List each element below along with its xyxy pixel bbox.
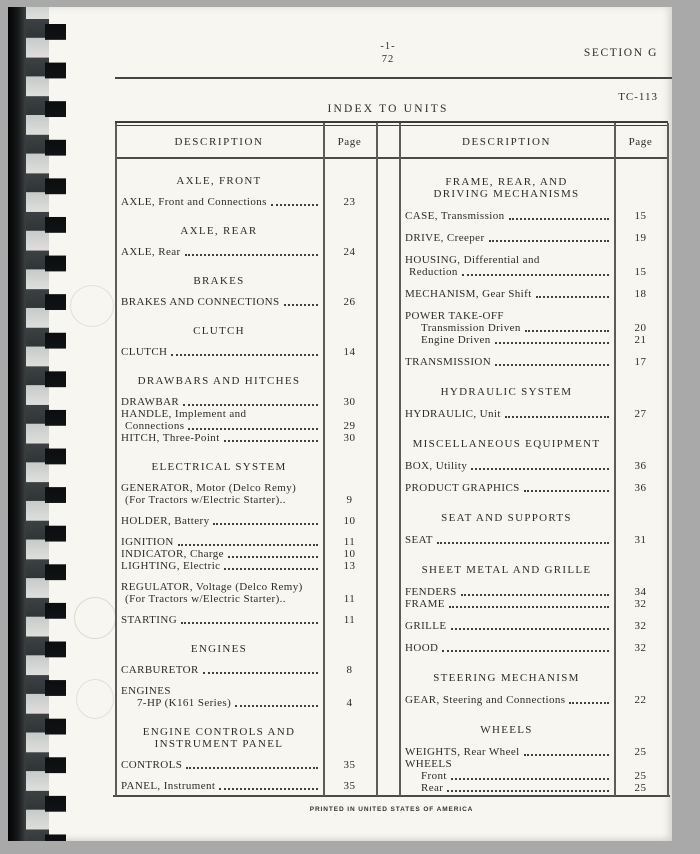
dot-leader: [178, 544, 318, 546]
entry-title: (For Tractors w/Electric Starter)..: [125, 593, 286, 605]
section-heading-line: STEERING MECHANISM: [433, 672, 580, 684]
entry-title: AXLE, Rear: [121, 246, 181, 258]
index-row: [399, 694, 667, 706]
entry-title: CASE, Transmission: [405, 210, 505, 222]
index-row: [399, 210, 667, 222]
index-row: [399, 598, 667, 610]
entry-description: [399, 210, 614, 222]
entry-description: [399, 598, 614, 610]
index-entry-group: [399, 642, 667, 654]
index-row: [399, 642, 667, 654]
dot-leader: [219, 788, 318, 790]
entry-description: [115, 614, 323, 626]
entry-page-number: 29: [343, 420, 356, 432]
entry-page-number: [323, 685, 376, 697]
section-heading-line: MISCELLANEOUS EQUIPMENT: [412, 438, 601, 450]
manual-page: [8, 7, 672, 841]
index-row: [399, 758, 667, 770]
entry-page-number: 10: [343, 548, 356, 560]
section-heading: [115, 325, 323, 337]
comb-binding-tooth-tips: [45, 7, 66, 841]
entry-description: [115, 536, 323, 548]
table-border-left-outer: [376, 123, 378, 796]
entry-title: GENERATOR, Motor (Delco Remy): [121, 482, 297, 494]
entry-description: [115, 432, 323, 444]
entry-title: HANDLE, Implement and: [121, 408, 247, 420]
index-entry-group: [399, 310, 667, 346]
entry-title: PRODUCT GRAPHICS: [405, 482, 520, 494]
index-entry-group: [115, 346, 376, 358]
section-heading-line: BRAKES: [193, 275, 245, 287]
index-entry-group: [115, 614, 376, 626]
entry-description: [115, 697, 323, 709]
entry-title: INDICATOR, Charge: [121, 548, 224, 560]
entry-title: CARBURETOR: [121, 664, 199, 676]
index-entry-group: [115, 246, 376, 258]
index-row: [399, 356, 667, 368]
index-entry-group: [115, 581, 376, 605]
section-heading: [115, 225, 323, 237]
index-row: [399, 408, 667, 420]
entry-page-number: 14: [343, 346, 356, 358]
entry-page-number: 4: [346, 697, 353, 709]
entry-page-number: 35: [343, 780, 356, 792]
doc-code: TC-113: [618, 91, 658, 103]
page-number-top: -1-: [380, 41, 396, 52]
index-row: [115, 560, 376, 572]
entry-title: Transmission Driven: [421, 322, 521, 334]
entry-page-number: 35: [343, 759, 356, 771]
entry-title: Rear: [421, 782, 444, 794]
dot-leader: [213, 523, 318, 525]
index-row: [399, 534, 667, 546]
dot-leader: [284, 304, 318, 306]
index-row: [115, 420, 376, 432]
entry-description: [115, 482, 323, 494]
dot-leader: [569, 702, 609, 704]
entry-title: LIGHTING, Electric: [121, 560, 221, 572]
header-rule: [115, 77, 672, 79]
entry-description: [115, 593, 323, 605]
index-entry-group: [115, 759, 376, 771]
entry-page-number: 27: [634, 408, 647, 420]
entry-description: [399, 310, 614, 322]
entry-page-number: 11: [343, 536, 356, 548]
entry-page-number: 13: [343, 560, 356, 572]
dot-leader: [224, 568, 318, 570]
index-entry-group: [399, 232, 667, 244]
entry-description: [399, 232, 614, 244]
section-heading: [399, 512, 614, 524]
printed-in-usa-line: PRINTED IN UNITED STATES OF AMERICA: [309, 806, 474, 813]
entry-description: [115, 548, 323, 560]
index-entry-group: [399, 586, 667, 610]
entry-description: [115, 408, 323, 420]
section-heading-line: ENGINES: [190, 643, 248, 655]
entry-description: [399, 266, 614, 278]
entry-description: [399, 620, 614, 632]
section-heading: [115, 175, 323, 187]
page-title: INDEX TO UNITS: [327, 103, 449, 115]
dot-leader: [437, 542, 609, 544]
entry-title: Engine Driven: [421, 334, 491, 346]
dot-leader: [224, 440, 318, 442]
index-entry-group: [115, 536, 376, 572]
index-row: [399, 232, 667, 244]
index-entry-group: [115, 664, 376, 676]
dot-leader: [509, 218, 609, 220]
entry-description: [399, 482, 614, 494]
dot-leader: [447, 790, 609, 792]
entry-description: [399, 288, 614, 300]
section-heading-line: DRIVING MECHANISMS: [433, 188, 580, 200]
entry-page-number: [614, 310, 667, 322]
entry-description: [115, 346, 323, 358]
index-entry-group: [399, 288, 667, 300]
index-row: [399, 782, 667, 794]
index-column-right: [399, 158, 667, 794]
entry-page-number: 30: [343, 396, 356, 408]
section-heading-line: INSTRUMENT PANEL: [154, 738, 284, 750]
entry-description: [115, 515, 323, 527]
entry-title: HITCH, Three-Point: [121, 432, 220, 444]
entry-title: HOUSING, Differential and: [405, 254, 540, 266]
entry-page-number: 32: [634, 620, 647, 632]
entry-description: [115, 246, 323, 258]
section-heading: [115, 275, 323, 287]
entry-title: SEAT: [405, 534, 433, 546]
dot-leader: [524, 754, 609, 756]
section-heading: [399, 176, 614, 200]
index-row: [115, 780, 376, 792]
index-row: [115, 515, 376, 527]
index-entry-group: [115, 685, 376, 709]
section-heading-line: WHEELS: [480, 724, 533, 736]
index-row: [399, 334, 667, 346]
dot-leader: [495, 342, 609, 344]
index-entry-group: [115, 780, 376, 792]
index-entry-group: [115, 296, 376, 308]
index-entry-group: [115, 396, 376, 444]
index-row: [399, 620, 667, 632]
entry-page-number: 23: [343, 196, 356, 208]
section-heading-line: HYDRAULIC SYSTEM: [440, 386, 573, 398]
entry-page-number: 18: [634, 288, 647, 300]
entry-page-number: 11: [343, 593, 356, 605]
entry-page-number: 34: [634, 586, 647, 598]
index-row: [115, 593, 376, 605]
scan-smudge: [74, 597, 116, 639]
section-heading-line: CLUTCH: [193, 325, 245, 337]
column-header-description-left: DESCRIPTION: [174, 136, 264, 148]
entry-page-number: 9: [346, 494, 353, 506]
entry-description: [399, 782, 614, 794]
entry-page-number: 25: [634, 782, 647, 794]
entry-description: [399, 586, 614, 598]
section-heading: [399, 386, 614, 398]
dot-leader: [442, 650, 609, 652]
section-heading-line: SHEET METAL AND GRILLE: [421, 564, 592, 576]
dot-leader: [489, 240, 609, 242]
index-row: [115, 346, 376, 358]
section-heading: [399, 564, 614, 576]
section-heading-line: FRAME, REAR, AND: [445, 176, 568, 188]
index-row: [115, 432, 376, 444]
entry-description: [399, 460, 614, 472]
index-row: [115, 482, 376, 494]
entry-page-number: 36: [634, 482, 647, 494]
entry-page-number: 10: [343, 515, 356, 527]
entry-description: [115, 560, 323, 572]
section-heading-line: SEAT AND SUPPORTS: [441, 512, 572, 524]
index-row: [115, 246, 376, 258]
index-row: [399, 770, 667, 782]
table-bottom-rule: [113, 795, 670, 797]
index-entry-group: [399, 460, 667, 472]
index-row: [399, 310, 667, 322]
entry-description: [399, 758, 614, 770]
index-row: [115, 685, 376, 697]
index-entry-group: [399, 482, 667, 494]
index-row: [399, 460, 667, 472]
dot-leader: [451, 778, 609, 780]
entry-description: [115, 196, 323, 208]
index-row: [115, 408, 376, 420]
dot-leader: [228, 556, 318, 558]
entry-page-number: [614, 254, 667, 266]
table-top-rule: [115, 121, 668, 126]
entry-title: MECHANISM, Gear Shift: [405, 288, 532, 300]
entry-title: CONTROLS: [121, 759, 183, 771]
dot-leader: [524, 490, 609, 492]
index-entry-group: [115, 196, 376, 208]
entry-title: WHEELS: [405, 758, 453, 770]
entry-page-number: 19: [634, 232, 647, 244]
entry-description: [115, 759, 323, 771]
entry-page-number: [614, 758, 667, 770]
entry-description: [399, 746, 614, 758]
entry-description: [115, 685, 323, 697]
dot-leader: [181, 622, 318, 624]
index-entry-group: [399, 620, 667, 632]
entry-description: [115, 494, 323, 506]
section-heading: [115, 726, 323, 750]
entry-page-number: 15: [634, 266, 647, 278]
entry-title: BOX, Utility: [405, 460, 468, 472]
scan-smudge: [76, 679, 114, 719]
index-entry-group: [399, 534, 667, 546]
index-entry-group: [399, 254, 667, 278]
entry-title: FRAME: [405, 598, 445, 610]
dot-leader: [462, 274, 609, 276]
entry-page-number: 25: [634, 746, 647, 758]
entry-page-number: [323, 581, 376, 593]
entry-title: HYDRAULIC, Unit: [405, 408, 501, 420]
section-heading-line: ENGINE CONTROLS AND: [142, 726, 296, 738]
dot-leader: [505, 416, 609, 418]
entry-page-number: 8: [346, 664, 353, 676]
dot-leader: [525, 330, 609, 332]
section-label: SECTION G: [583, 47, 658, 59]
scan-smudge: [70, 285, 114, 327]
index-row: [399, 746, 667, 758]
dot-leader: [271, 204, 318, 206]
entry-description: [399, 694, 614, 706]
index-row: [115, 196, 376, 208]
entry-title: WEIGHTS, Rear Wheel: [405, 746, 520, 758]
entry-title: HOOD: [405, 642, 439, 654]
index-row: [399, 586, 667, 598]
section-heading: [115, 643, 323, 655]
column-header-page-right: Page: [628, 136, 653, 148]
dot-leader: [188, 428, 318, 430]
entry-description: [399, 408, 614, 420]
entry-title: ENGINES: [121, 685, 171, 697]
entry-title: Front: [421, 770, 447, 782]
dot-leader: [495, 364, 609, 366]
dot-leader: [183, 404, 318, 406]
index-row: [115, 664, 376, 676]
index-row: [115, 548, 376, 560]
entry-description: [115, 581, 323, 593]
index-row: [399, 254, 667, 266]
section-heading-line: AXLE, FRONT: [176, 175, 262, 187]
dot-leader: [185, 254, 318, 256]
index-column-left: [115, 158, 376, 794]
page-number: [343, 40, 433, 66]
entry-page-number: 25: [634, 770, 647, 782]
dot-leader: [471, 468, 609, 470]
entry-page-number: 30: [343, 432, 356, 444]
index-entry-group: [115, 482, 376, 506]
entry-description: [115, 396, 323, 408]
section-heading-line: DRAWBARS AND HITCHES: [137, 375, 301, 387]
comb-binding-spine: [8, 7, 26, 841]
entry-title: AXLE, Front and Connections: [121, 196, 267, 208]
entry-description: [115, 780, 323, 792]
entry-description: [399, 334, 614, 346]
index-row: [399, 322, 667, 334]
index-entry-group: [399, 694, 667, 706]
entry-page-number: 36: [634, 460, 647, 472]
index-row: [115, 581, 376, 593]
index-row: [399, 266, 667, 278]
dot-leader: [461, 594, 609, 596]
entry-page-number: 20: [634, 322, 647, 334]
entry-page-number: 21: [634, 334, 647, 346]
index-row: [115, 759, 376, 771]
entry-page-number: 31: [634, 534, 647, 546]
entry-title: FENDERS: [405, 586, 457, 598]
entry-page-number: 15: [634, 210, 647, 222]
entry-title: GEAR, Steering and Connections: [405, 694, 566, 706]
column-header-page-left: Page: [337, 136, 362, 148]
entry-title: TRANSMISSION: [405, 356, 492, 368]
index-row: [115, 494, 376, 506]
entry-page-number: 32: [634, 642, 647, 654]
entry-description: [115, 420, 323, 432]
section-heading: [399, 724, 614, 736]
section-heading-line: AXLE, REAR: [180, 225, 258, 237]
entry-description: [115, 296, 323, 308]
entry-title: BRAKES AND CONNECTIONS: [121, 296, 280, 308]
entry-title: CLUTCH: [121, 346, 168, 358]
entry-title: DRIVE, Creeper: [405, 232, 485, 244]
section-heading-line: ELECTRICAL SYSTEM: [151, 461, 287, 473]
index-row: [399, 482, 667, 494]
dot-leader: [186, 767, 318, 769]
entry-description: [399, 322, 614, 334]
entry-title: 7-HP (K161 Series): [137, 697, 232, 709]
entry-description: [399, 356, 614, 368]
entry-page-number: 32: [634, 598, 647, 610]
column-header-description-right: DESCRIPTION: [461, 136, 552, 148]
dot-leader: [536, 296, 609, 298]
entry-title: STARTING: [121, 614, 178, 626]
page-number-bottom: 72: [381, 54, 395, 65]
entry-page-number: [323, 482, 376, 494]
section-heading: [115, 375, 323, 387]
entry-title: POWER TAKE-OFF: [405, 310, 504, 322]
entry-page-number: 11: [343, 614, 356, 626]
section-heading: [399, 438, 614, 450]
entry-title: GRILLE: [405, 620, 447, 632]
entry-description: [399, 770, 614, 782]
index-row: [115, 697, 376, 709]
entry-page-number: 26: [343, 296, 356, 308]
entry-title: (For Tractors w/Electric Starter)..: [125, 494, 286, 506]
entry-title: REGULATOR, Voltage (Delco Remy): [121, 581, 303, 593]
entry-description: [115, 664, 323, 676]
entry-title: Connections: [125, 420, 185, 432]
entry-page-number: 17: [634, 356, 647, 368]
index-entry-group: [399, 746, 667, 794]
entry-title: DRAWBAR: [121, 396, 180, 408]
index-row: [115, 536, 376, 548]
dot-leader: [235, 705, 318, 707]
section-heading: [115, 461, 323, 473]
index-entry-group: [399, 408, 667, 420]
entry-description: [399, 254, 614, 266]
dot-leader: [171, 354, 318, 356]
entry-page-number: [323, 408, 376, 420]
section-heading: [399, 672, 614, 684]
dot-leader: [449, 606, 609, 608]
entry-description: [399, 642, 614, 654]
entry-title: IGNITION: [121, 536, 174, 548]
entry-title: Reduction: [409, 266, 458, 278]
table-border-right: [667, 123, 669, 796]
index-entry-group: [399, 210, 667, 222]
entry-title: PANEL, Instrument: [121, 780, 216, 792]
entry-description: [399, 534, 614, 546]
index-row: [115, 396, 376, 408]
entry-page-number: 22: [634, 694, 647, 706]
index-entry-group: [399, 356, 667, 368]
index-entry-group: [115, 515, 376, 527]
dot-leader: [203, 672, 318, 674]
index-row: [115, 614, 376, 626]
dot-leader: [451, 628, 609, 630]
index-row: [115, 296, 376, 308]
entry-title: HOLDER, Battery: [121, 515, 210, 527]
index-row: [399, 288, 667, 300]
entry-page-number: 24: [343, 246, 356, 258]
